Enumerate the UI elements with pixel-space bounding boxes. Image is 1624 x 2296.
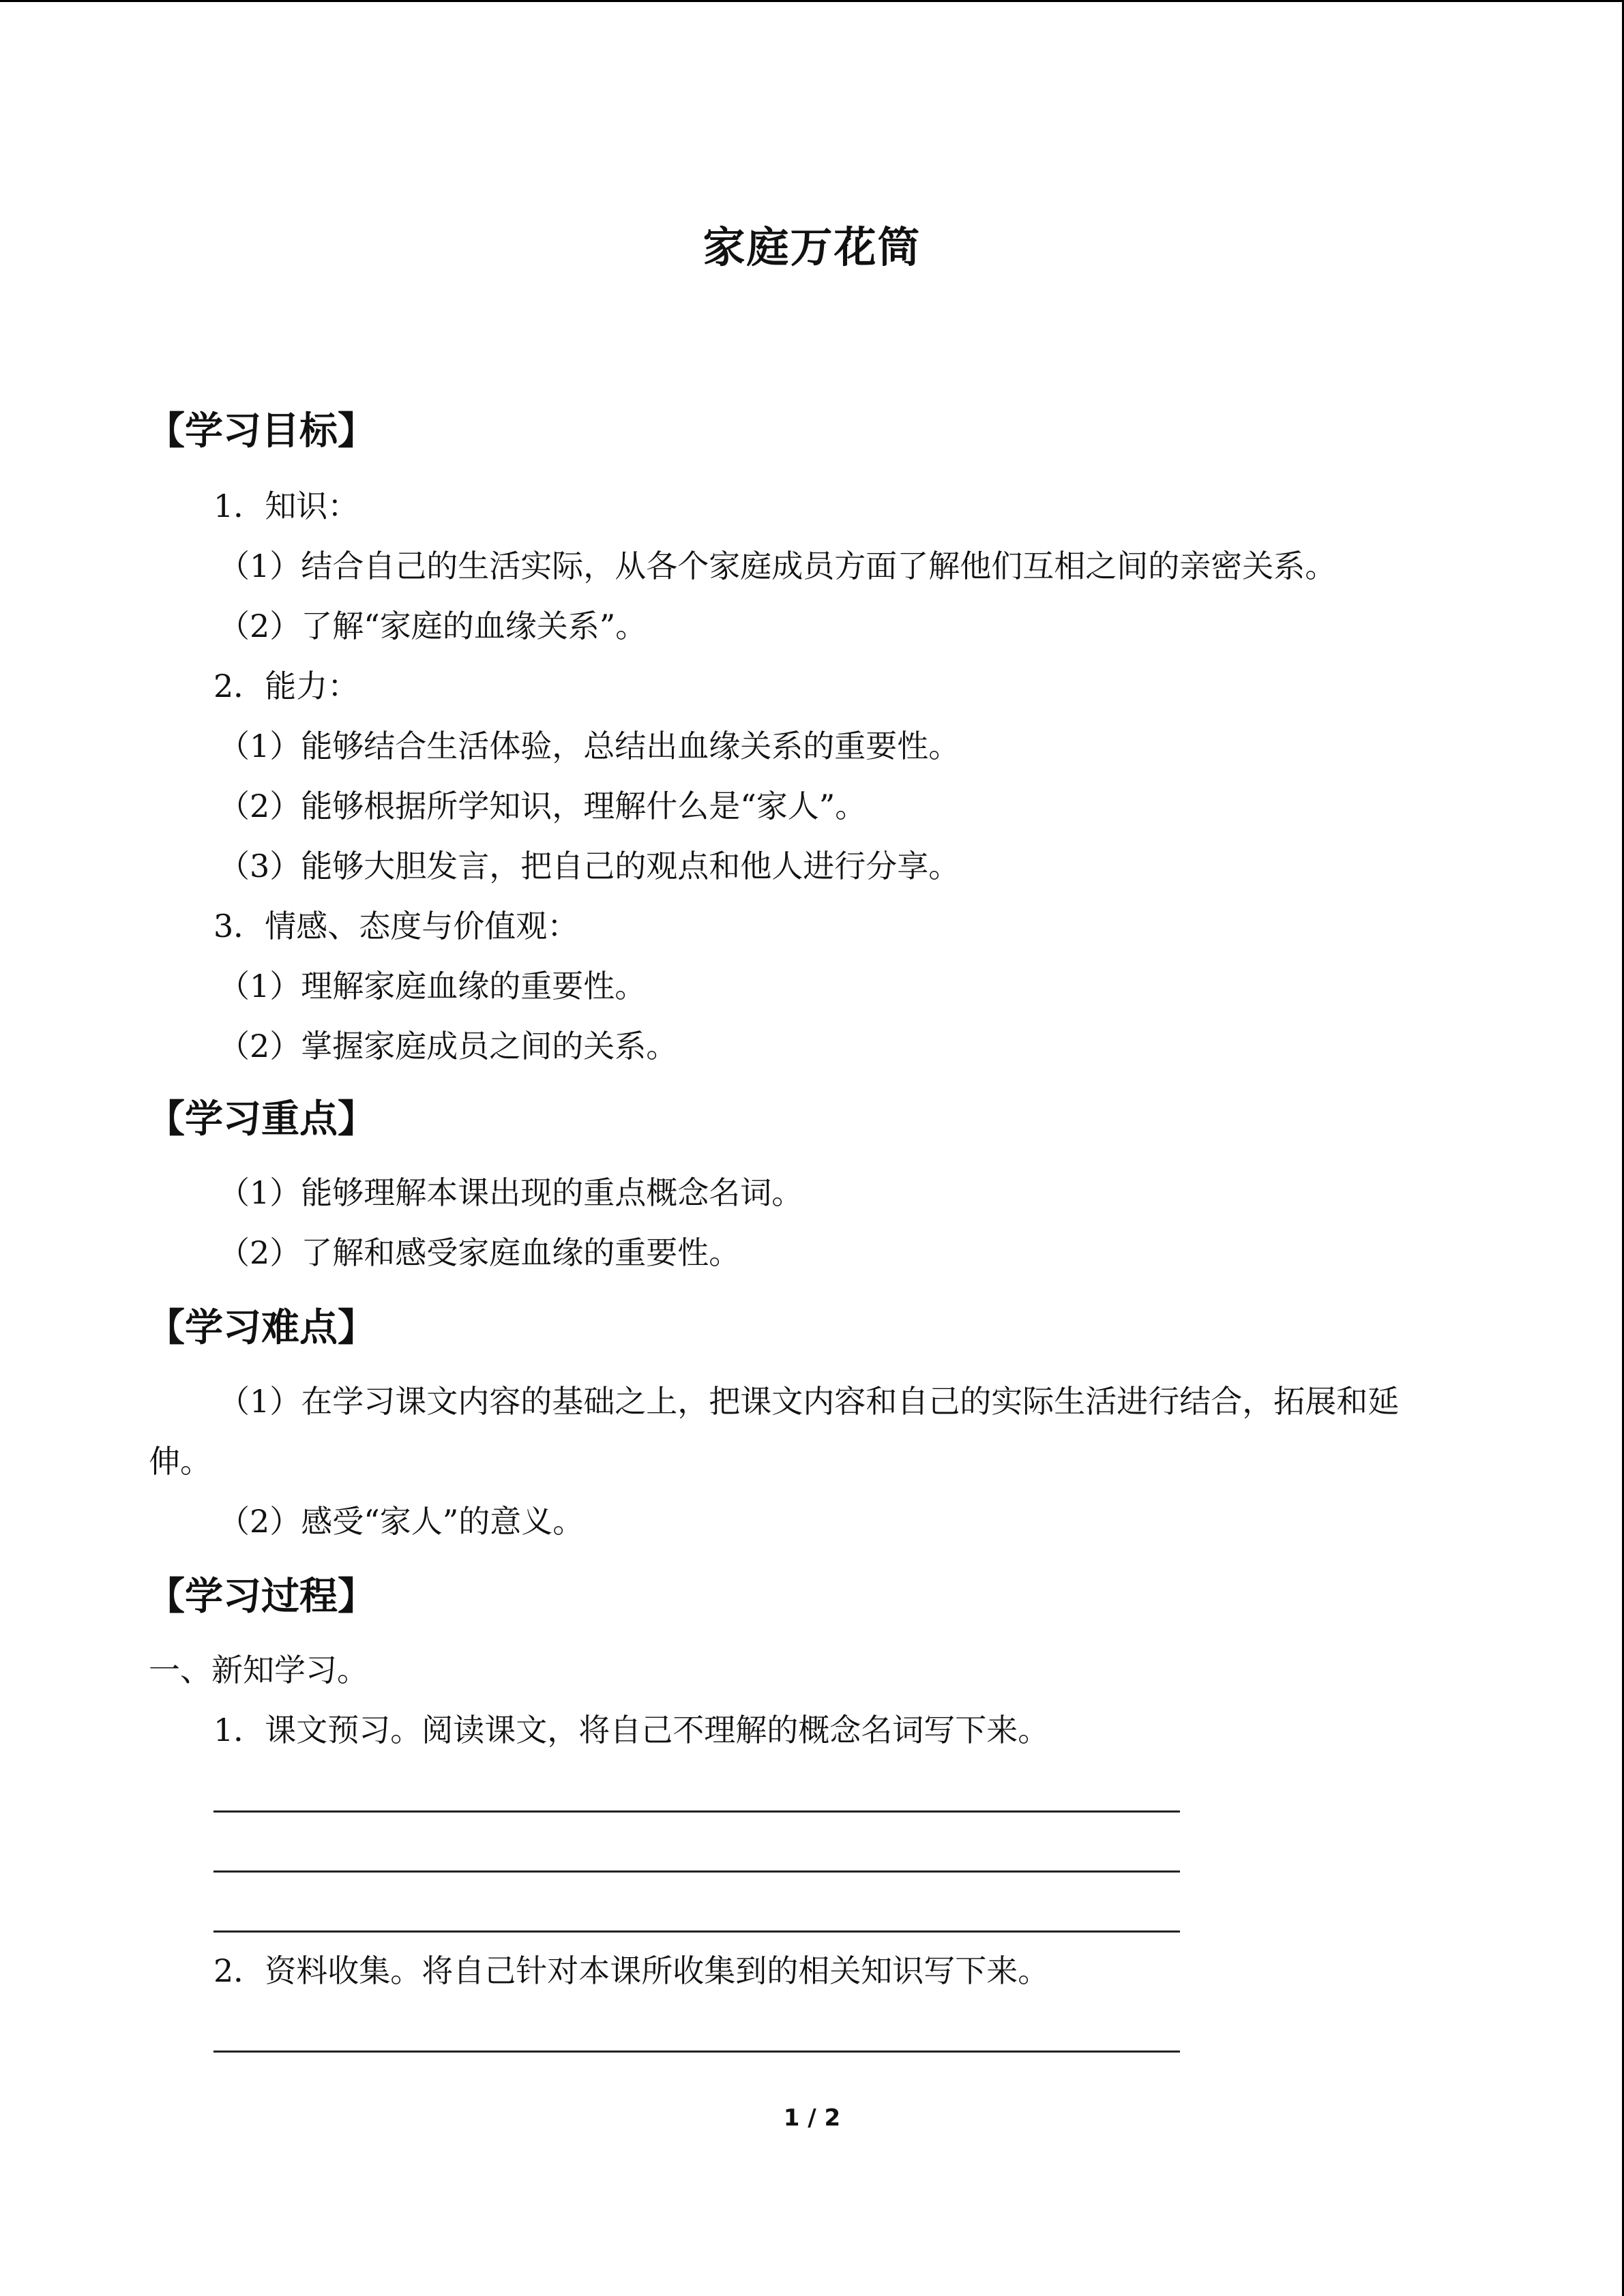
- answer-blank-line[interactable]: [213, 1810, 1180, 1813]
- answer-blank-line[interactable]: [213, 1930, 1180, 1933]
- process-part-1: 一、新知学习。: [149, 1652, 368, 1688]
- difficulties-item-1-line-2: 伸。: [149, 1443, 211, 1480]
- goals-knowledge-item-1: （1）结合自己的生活实际，从各个家庭成员方面了解他们互相之间的亲密关系。: [218, 548, 1337, 584]
- goals-values-item-2: （2）掌握家庭成员之间的关系。: [218, 1028, 678, 1064]
- section-heading-process: 【学习过程】: [147, 1575, 376, 1619]
- goals-ability-label: 2．能力：: [213, 668, 359, 704]
- key-points-item-1: （1）能够理解本课出现的重点概念名词。: [218, 1174, 803, 1211]
- answer-blank-line[interactable]: [213, 2051, 1180, 2053]
- difficulties-item-1-line-1: （1）在学习课文内容的基础之上，把课文内容和自己的实际生活进行结合，拓展和延: [218, 1383, 1400, 1420]
- section-heading-difficulties: 【学习难点】: [147, 1306, 376, 1350]
- document-title: 家庭万花筒: [703, 222, 921, 272]
- process-task-2: 2．资料收集。将自己针对本课所收集到的相关知识写下来。: [213, 1952, 1050, 1989]
- goals-ability-item-2: （2）能够根据所学知识，理解什么是“家人”。: [218, 788, 867, 824]
- section-heading-goals: 【学习目标】: [147, 409, 376, 453]
- section-heading-key-points: 【学习重点】: [147, 1097, 376, 1142]
- page-number: 1 / 2: [783, 2104, 841, 2132]
- goals-ability-item-3: （3）能够大胆发言，把自己的观点和他人进行分享。: [218, 848, 960, 884]
- goals-values-label: 3．情感、态度与价值观：: [213, 908, 579, 944]
- goals-values-item-1: （1）理解家庭血缘的重要性。: [218, 968, 647, 1004]
- goals-knowledge-item-2: （2）了解“家庭的血缘关系”。: [218, 608, 647, 644]
- key-points-item-2: （2）了解和感受家庭血缘的重要性。: [218, 1234, 741, 1271]
- goals-knowledge-label: 1．知识：: [213, 488, 359, 524]
- difficulties-item-2: （2）感受“家人”的意义。: [218, 1503, 585, 1540]
- process-task-1: 1．课文预习。阅读课文，将自己不理解的概念名词写下来。: [213, 1712, 1050, 1748]
- goals-ability-item-1: （1）能够结合生活体验，总结出血缘关系的重要性。: [218, 728, 960, 764]
- answer-blank-line[interactable]: [213, 1870, 1180, 1873]
